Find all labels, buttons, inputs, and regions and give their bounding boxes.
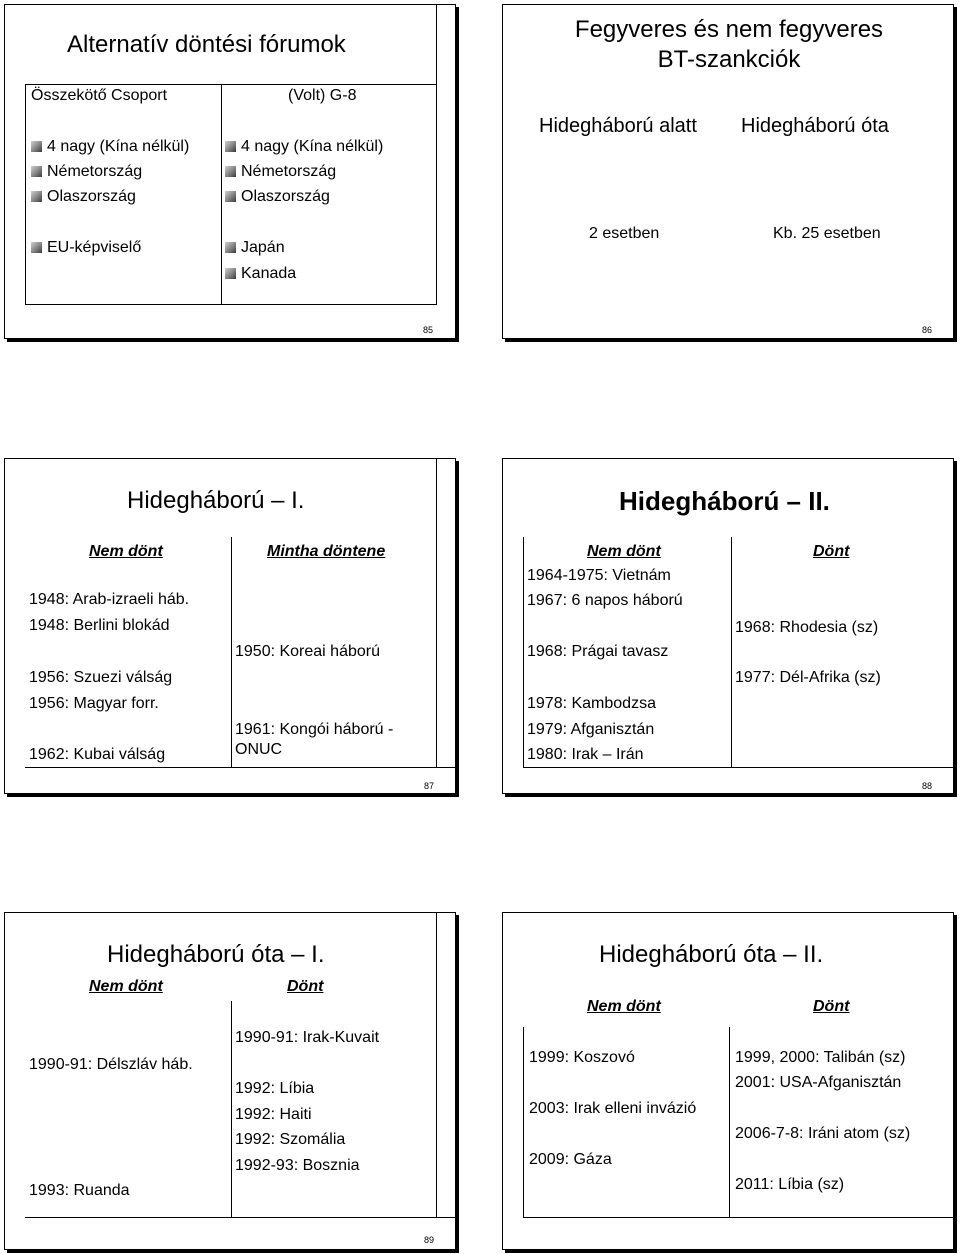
list-item: 1992: Líbia xyxy=(235,1080,315,1097)
list-item: 1992-93: Bosznia xyxy=(235,1157,360,1174)
bullet-icon xyxy=(225,268,236,279)
bullet-icon xyxy=(225,191,236,202)
column-header: Nem dönt xyxy=(89,543,163,560)
table-left-border xyxy=(523,537,524,767)
list-item: Kanada xyxy=(225,265,296,283)
table-bottom-border xyxy=(523,767,954,768)
list-item: 2001: USA-Afganisztán xyxy=(735,1074,902,1091)
page-number: 88 xyxy=(922,781,933,791)
slide-85 xyxy=(4,4,456,339)
column-divider xyxy=(729,1027,730,1217)
column-header: Hidegháború alatt xyxy=(539,115,697,137)
list-item: 1990-91: Délszláv háb. xyxy=(29,1056,193,1073)
table-right-border xyxy=(436,459,437,768)
list-item: ONUC xyxy=(235,741,283,758)
bullet-icon xyxy=(31,166,42,177)
column-header: Nem dönt xyxy=(587,998,661,1015)
list-item: 2003: Irak elleni invázió xyxy=(529,1100,697,1117)
list-item: 1999: Koszovó xyxy=(529,1049,635,1066)
list-item: 1980: Irak – Irán xyxy=(527,746,644,763)
list-item: 1964-1975: Vietnám xyxy=(527,567,671,584)
column-header: Hidegháború óta xyxy=(741,115,889,137)
list-item: 2009: Gáza xyxy=(529,1151,612,1168)
table-right-border xyxy=(436,5,437,305)
list-item: EU-képviselő xyxy=(31,239,141,257)
list-item: Németország xyxy=(225,163,336,181)
list-item: 1948: Arab-izraeli háb. xyxy=(29,591,190,608)
table-bottom-border xyxy=(25,1217,456,1218)
list-item: 1968: Rhodesia (sz) xyxy=(735,619,879,636)
column-header: Dönt xyxy=(813,543,850,560)
list-item: Japán xyxy=(225,239,285,257)
list-item: 4 nagy (Kína nélkül) xyxy=(225,138,383,156)
slide-title: Hidegháború – II. xyxy=(619,486,830,516)
table-left-border xyxy=(25,84,26,304)
bullet-icon xyxy=(31,242,42,253)
title-divider xyxy=(25,84,437,85)
list-item: 1956: Magyar forr. xyxy=(29,695,159,712)
list-item: 2011: Líbia (sz) xyxy=(735,1176,845,1193)
column-header: Dönt xyxy=(813,998,850,1015)
list-item: 1967: 6 napos háború xyxy=(527,592,683,609)
page-number: 86 xyxy=(922,325,933,335)
list-item: 1950: Koreai háború xyxy=(235,643,380,660)
slide-90 xyxy=(502,912,954,1250)
column-header: Összekötő Csoport xyxy=(31,87,168,104)
list-item: 1961: Kongói háború - xyxy=(235,721,394,738)
column-header: Mintha döntene xyxy=(267,543,386,560)
page-number: 89 xyxy=(424,1235,435,1245)
slide-title: Hidegháború – I. xyxy=(127,487,305,514)
column-header: (Volt) G-8 xyxy=(288,87,357,104)
column-header: Nem dönt xyxy=(587,543,661,560)
page-number: 87 xyxy=(424,781,435,791)
column-header: Nem dönt xyxy=(89,978,163,995)
list-item: 1993: Ruanda xyxy=(29,1182,130,1199)
list-item: 1977: Dél-Afrika (sz) xyxy=(735,669,881,686)
slide-title xyxy=(503,15,955,75)
list-item: Olaszország xyxy=(31,188,136,206)
bullet-icon xyxy=(225,242,236,253)
slide-title-line: Fegyveres és nem fegyveres xyxy=(574,16,884,43)
list-item: 1992: Haiti xyxy=(235,1106,312,1123)
slide-title: Alternatív döntési fórumok xyxy=(67,31,346,58)
list-item: 1956: Szuezi válság xyxy=(29,669,173,686)
list-item: Németország xyxy=(31,163,142,181)
table-bottom-border xyxy=(25,767,456,768)
cell-value: 2 esetben xyxy=(589,225,660,242)
slide-89 xyxy=(4,912,456,1250)
list-item: 1979: Afganisztán xyxy=(527,721,655,738)
bullet-icon xyxy=(225,141,236,152)
slide-title: Hidegháború óta – II. xyxy=(599,941,824,968)
table-left-border xyxy=(523,1027,524,1217)
slide-title-line: BT-szankciók xyxy=(657,46,801,73)
slide-title: Hidegháború óta – I. xyxy=(107,941,325,968)
column-divider xyxy=(221,84,222,304)
bullet-icon xyxy=(225,166,236,177)
bullet-icon xyxy=(31,191,42,202)
list-item: 1948: Berlini blokád xyxy=(29,617,170,634)
slide-87 xyxy=(4,458,456,794)
list-item: 2006-7-8: Iráni atom (sz) xyxy=(735,1125,911,1142)
slide-86 xyxy=(502,4,954,339)
list-item: 1978: Kambodzsa xyxy=(527,695,656,712)
cell-value: Kb. 25 esetben xyxy=(773,225,881,242)
column-header: Dönt xyxy=(287,978,324,995)
list-item: 1962: Kubai válság xyxy=(29,746,166,763)
page-number: 85 xyxy=(423,325,434,335)
list-item: 1992: Szomália xyxy=(235,1131,346,1148)
list-item: 1968: Prágai tavasz xyxy=(527,643,669,660)
table-bottom-border xyxy=(25,304,437,305)
table-bottom-border xyxy=(523,1217,954,1218)
list-item: Olaszország xyxy=(225,188,330,206)
column-divider xyxy=(731,537,732,767)
list-item: 1990-91: Irak-Kuvait xyxy=(235,1029,380,1046)
list-item: 1999, 2000: Talibán (sz) xyxy=(735,1049,906,1066)
bullet-icon xyxy=(31,141,42,152)
slide-88 xyxy=(502,458,954,794)
column-divider xyxy=(231,1001,232,1217)
list-item: 4 nagy (Kína nélkül) xyxy=(31,138,189,156)
table-right-border xyxy=(436,913,437,1218)
column-divider xyxy=(231,537,232,767)
